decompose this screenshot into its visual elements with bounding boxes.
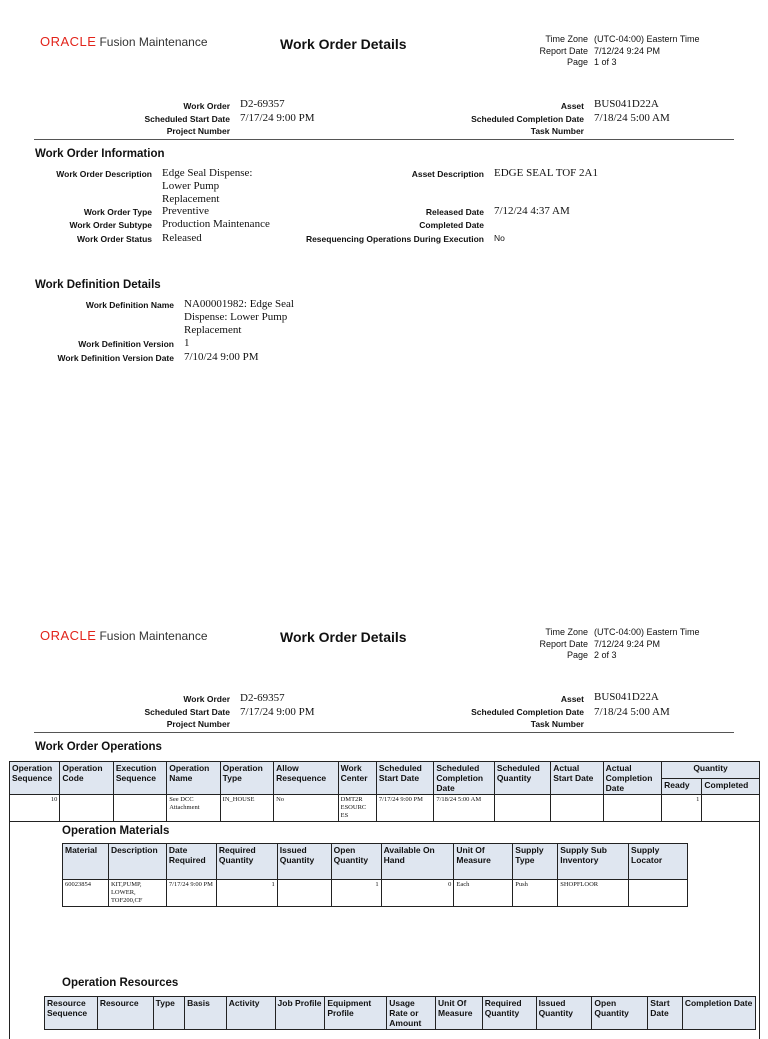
- wo-description-line: Lower Pump: [162, 180, 220, 192]
- col-unit-of-measure: Unit Of Measure: [454, 844, 513, 880]
- oracle-logo: [40, 628, 208, 643]
- operations-table: [9, 761, 760, 822]
- scheduled-start-label: Scheduled Start Date: [144, 114, 230, 124]
- wo-description-line: Replacement: [162, 193, 220, 205]
- work-order-information-heading: Work Order Information: [35, 148, 165, 160]
- product-name: Fusion Maintenance: [99, 35, 208, 49]
- col-execution-sequence: Execution Sequence: [113, 762, 166, 795]
- project-number-label: Project Number: [166, 719, 230, 729]
- col-available-on-hand: Available On Hand: [381, 844, 454, 880]
- col-actual-start: Actual Start Date: [551, 762, 603, 795]
- scheduled-completion-value: 7/18/24 5:00 AM: [594, 706, 670, 718]
- col-required-quantity: Required Quantity: [216, 844, 277, 880]
- asset-description-label: Asset Description: [411, 169, 484, 179]
- col-work-center: Work Center: [338, 762, 376, 795]
- col-scheduled-completion: Scheduled Completion Date: [434, 762, 494, 795]
- op-completed: [702, 795, 760, 822]
- col-resource-sequence: Resource Sequence: [45, 997, 98, 1030]
- mat-open: 1: [331, 880, 381, 907]
- oracle-logo: [40, 34, 208, 49]
- col-description: Description: [108, 844, 166, 880]
- wd-version-label: Work Definition Version: [78, 339, 174, 349]
- report-date-value: 7/12/24 9:24 PM: [594, 638, 661, 649]
- wo-status-value: Released: [162, 232, 202, 244]
- col-usage-rate: Usage Rate or Amount: [387, 997, 436, 1030]
- time-zone-label: Time Zone: [545, 34, 588, 44]
- col-supply-sub-inventory: Supply Sub Inventory: [558, 844, 629, 880]
- header-divider: [34, 139, 734, 140]
- resequencing-value: No: [494, 233, 505, 243]
- col-start-date: Start Date: [648, 997, 683, 1030]
- operations-header-row: [10, 762, 760, 779]
- resources-table: [44, 996, 756, 1030]
- col-scheduled-quantity: Scheduled Quantity: [494, 762, 550, 795]
- col-supply-type: Supply Type: [513, 844, 558, 880]
- mat-locator: [629, 880, 688, 907]
- table-row: [10, 795, 760, 822]
- col-open-quantity: Open Quantity: [331, 844, 381, 880]
- op-center: DMT2R ESOURC ES: [338, 795, 376, 822]
- task-number-label: Task Number: [530, 126, 584, 136]
- wo-status-label: Work Order Status: [77, 234, 152, 244]
- mat-required: 1: [216, 880, 277, 907]
- col-scheduled-start: Scheduled Start Date: [376, 762, 433, 795]
- col-activity: Activity: [226, 997, 275, 1030]
- col-resource: Resource: [97, 997, 153, 1030]
- report-page-2: [0, 594, 768, 1028]
- resources-header-row: [45, 997, 756, 1030]
- completed-date-label: Completed Date: [419, 220, 484, 230]
- work-order-value: D2-69357: [240, 692, 285, 704]
- time-zone-value: (UTC-04:00) Eastern Time: [594, 627, 700, 637]
- col-job-profile: Job Profile: [275, 997, 325, 1030]
- op-allow: No: [274, 795, 339, 822]
- col-operation-sequence: Operation Sequence: [10, 762, 60, 795]
- oracle-wordmark: ORACLE: [40, 628, 97, 643]
- col-basis: Basis: [185, 997, 227, 1030]
- wo-type-label: Work Order Type: [83, 207, 152, 217]
- wo-description-line: Edge Seal Dispense:: [162, 167, 253, 179]
- asset-value: BUS041D22A: [594, 691, 659, 703]
- materials-table: [62, 843, 688, 907]
- mat-date: 7/17/24 9:00 PM: [166, 880, 216, 907]
- work-order-label: Work Order: [183, 694, 230, 704]
- op-ssd: 7/17/24 9:00 PM: [376, 795, 433, 822]
- mat-issued: [277, 880, 331, 907]
- wd-name-value: [184, 298, 294, 337]
- mat-uom: Each: [454, 880, 513, 907]
- report-date-label: Report Date: [539, 638, 588, 649]
- col-required-quantity: Required Quantity: [482, 997, 536, 1030]
- wd-name-line: NA00001982: Edge Seal: [184, 298, 294, 310]
- scheduled-completion-label: Scheduled Completion Date: [471, 114, 584, 124]
- page-number: 1 of 3: [594, 57, 617, 67]
- op-acd: [603, 795, 661, 822]
- page-label: Page: [566, 650, 588, 660]
- asset-label: Asset: [560, 101, 584, 111]
- oracle-wordmark: ORACLE: [40, 34, 97, 49]
- col-operation-name: Operation Name: [167, 762, 220, 795]
- wo-description-value: [162, 167, 252, 206]
- col-quantity-completed: Completed: [702, 778, 760, 795]
- scheduled-start-value: 7/17/24 9:00 PM: [240, 112, 315, 124]
- op-code: [60, 795, 113, 822]
- page-number: 2 of 3: [594, 650, 617, 660]
- report-meta: [528, 34, 700, 69]
- op-asd: [551, 795, 603, 822]
- mat-description: KIT,PUMP, LOWER, TOF200,CF: [108, 880, 166, 907]
- task-number-label: Task Number: [530, 719, 584, 729]
- scheduled-start-label: Scheduled Start Date: [144, 707, 230, 717]
- time-zone-value: (UTC-04:00) Eastern Time: [594, 34, 700, 44]
- col-issued-quantity: Issued Quantity: [536, 997, 592, 1030]
- col-issued-quantity: Issued Quantity: [277, 844, 331, 880]
- report-meta: [528, 627, 700, 662]
- report-title: Work Order Details: [280, 629, 407, 645]
- product-name: Fusion Maintenance: [99, 629, 208, 643]
- table-row: [63, 880, 688, 907]
- wd-name-line: Dispense: Lower Pump: [184, 311, 288, 323]
- scheduled-start-value: 7/17/24 9:00 PM: [240, 706, 315, 718]
- scheduled-completion-value: 7/18/24 5:00 AM: [594, 112, 670, 124]
- resequencing-label: Resequencing Operations During Execution: [305, 234, 484, 244]
- op-seq: 10: [10, 795, 60, 822]
- report-title: Work Order Details: [280, 36, 407, 52]
- page-label: Page: [566, 57, 588, 67]
- time-zone-label: Time Zone: [545, 627, 588, 637]
- operation-materials-heading: Operation Materials: [62, 825, 170, 837]
- wd-version-date-value: 7/10/24 9:00 PM: [184, 351, 259, 363]
- header-divider: [34, 732, 734, 733]
- asset-description-value: EDGE SEAL TOF 2A1: [494, 167, 598, 179]
- col-open-quantity: Open Quantity: [592, 997, 648, 1030]
- mat-material: 60023854: [63, 880, 109, 907]
- col-operation-code: Operation Code: [60, 762, 113, 795]
- col-allow-resequence: Allow Resequence: [274, 762, 339, 795]
- report-date-label: Report Date: [539, 45, 588, 56]
- materials-header-row: [63, 844, 688, 880]
- wo-subtype-label: Work Order Subtype: [69, 220, 152, 230]
- wd-version-value: 1: [184, 337, 190, 349]
- col-quantity-ready: Ready: [662, 778, 702, 795]
- op-sq: [494, 795, 550, 822]
- operation-resources-heading: Operation Resources: [62, 977, 179, 989]
- scheduled-completion-label: Scheduled Completion Date: [471, 707, 584, 717]
- mat-supply-type: Push: [513, 880, 558, 907]
- wd-name-line: Replacement: [184, 324, 242, 336]
- col-equipment-profile: Equipment Profile: [325, 997, 387, 1030]
- wo-subtype-value: Production Maintenance: [162, 218, 270, 230]
- wo-type-value: Preventive: [162, 205, 210, 217]
- col-operation-type: Operation Type: [220, 762, 273, 795]
- op-name: See DCC Attachment: [167, 795, 220, 822]
- asset-label: Asset: [560, 694, 584, 704]
- wd-name-label: Work Definition Name: [85, 300, 174, 310]
- wo-description-label: Work Order Description: [56, 169, 152, 179]
- released-date-label: Released Date: [425, 207, 484, 217]
- work-definition-heading: Work Definition Details: [35, 279, 161, 291]
- col-quantity: Quantity: [662, 762, 760, 779]
- col-actual-completion: Actual Completion Date: [603, 762, 661, 795]
- released-date-value: 7/12/24 4:37 AM: [494, 205, 570, 217]
- mat-subinventory: SHOPFLOOR: [558, 880, 629, 907]
- report-date-value: 7/12/24 9:24 PM: [594, 45, 661, 56]
- asset-value: BUS041D22A: [594, 98, 659, 110]
- work-order-label: Work Order: [183, 101, 230, 111]
- op-scd: 7/18/24 5:00 AM: [434, 795, 494, 822]
- col-type: Type: [153, 997, 184, 1030]
- work-order-operations-heading: Work Order Operations: [35, 741, 162, 753]
- col-supply-locator: Supply Locator: [629, 844, 688, 880]
- col-unit-of-measure: Unit Of Measure: [436, 997, 483, 1030]
- work-order-value: D2-69357: [240, 98, 285, 110]
- op-ready: 1: [662, 795, 702, 822]
- mat-onhand: 0: [381, 880, 454, 907]
- op-exec: [113, 795, 166, 822]
- wd-version-date-label: Work Definition Version Date: [57, 353, 174, 363]
- col-completion-date: Completion Date: [682, 997, 755, 1030]
- op-type: IN_HOUSE: [220, 795, 273, 822]
- col-material: Material: [63, 844, 109, 880]
- col-date-required: Date Required: [166, 844, 216, 880]
- project-number-label: Project Number: [166, 126, 230, 136]
